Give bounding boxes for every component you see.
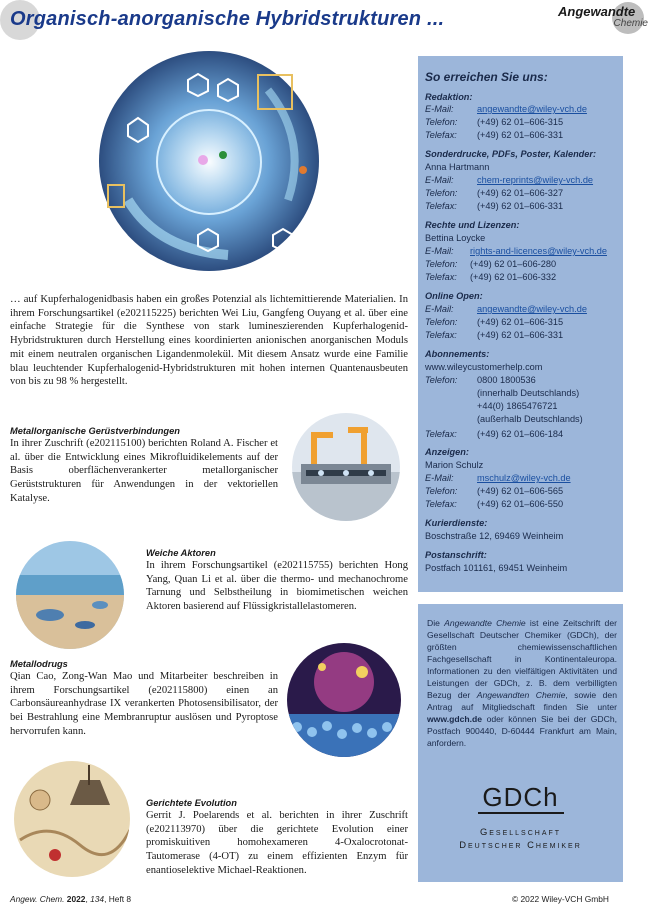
kurier-heading: Kurierdienste: [425,518,488,528]
post-heading: Postanschrift: [425,550,487,560]
abo-tel1-note: (innerhalb Deutschlands) [477,388,580,398]
sonder-name: Anna Hartmann [425,162,490,172]
anzeigen-email-row: E-Mail: mschulz@wiley-vch.de [425,473,571,483]
logo-line2: Chemie [613,18,648,29]
online-tel-row: Telefon: (+49) 62 01–606-315 [425,317,564,327]
abo-fax-row: Telefax: (+49) 62 01–606-184 [425,429,564,439]
redaktion-tel-row: Telefon: (+49) 62 01–606-315 [425,117,564,127]
image-photosensitizer-cells [282,642,406,758]
gdch-logo-rule [478,812,564,814]
redaktion-email-link[interactable]: angewandte@wiley-vch.de [477,104,587,114]
online-fax-row: Telefax: (+49) 62 01–606-331 [425,330,564,340]
rechte-email-link[interactable]: rights-and-licences@wiley-vch.de [470,246,607,256]
rechte-tel-row: Telefon: (+49) 62 01–606-280 [425,259,557,269]
rechte-email-row: E-Mail: rights-and-licences@wiley-vch.de [425,246,607,256]
abo-heading: Abonnements: [425,349,490,359]
abo-web[interactable]: www.wileycustomerhelp.com [425,362,543,372]
anzeigen-email-link[interactable]: mschulz@wiley-vch.de [477,473,571,483]
anzeigen-name: Marion Schulz [425,460,484,470]
page-title: Organisch-anorganische Hybridstrukturen ... [10,8,445,30]
sidebar-title: So erreichen Sie uns: [425,70,548,84]
gdch-description: Die Angewandte Chemie ist eine Zeitschrift der Gesellschaft Deutscher Chemiker (GDCh), der größten chemiewissenschaftlichen Fachgesellschaft in Kontinentaleuropa. Informationen zu den vielfältigen Aktivitäten und Leistungen der GDCh, z. B. dem verbilligten Bezug der Angewandten Chemie, sowie den Antrag auf Mitgliedschaft finden Sie unter www.gdch.de oder können Sie bei der GDCh, Postfach 900440, D-60444 Frankfurt am Main, anfordern. [427,618,617,748]
footer-copyright: © 2022 Wiley-VCH GmbH [512,894,609,904]
sonder-tel-row: Telefon: (+49) 62 01–606-327 [425,188,564,198]
anzeigen-tel-row: Telefon: (+49) 62 01–606-565 [425,486,564,496]
article-heading-evolution: Gerichtete Evolution [146,798,237,808]
online-email-link[interactable]: angewandte@wiley-vch.de [477,304,587,314]
gdch-url-link[interactable]: www.gdch.de [427,714,483,724]
article-text-mof: In ihrer Zuschrift (e202115100) berichten Roland A. Fischer et al. über die Entwicklung eines Mikrofluidikelements auf der Basis oberflächenverankerter metallorganischer Gerüststrukturen für Anwendungen in der vektoriellen Katalyse. [10,438,278,504]
sonder-email-link[interactable]: chem-reprints@wiley-vch.de [477,175,594,185]
sonder-heading: Sonderdrucke, PDFs, Poster, Kalender: [425,149,597,159]
article-heading-metallodrugs: Metallodrugs [10,659,68,669]
rechte-fax-row: Telefax: (+49) 62 01–606-332 [425,272,557,282]
gdch-logo-line1: Gesellschaft [479,826,562,837]
abo-tel2: +44(0) 1865476721 [477,401,558,411]
online-heading: Online Open: [425,291,483,301]
redaktion-email-row: E-Mail: angewandte@wiley-vch.de [425,104,587,114]
article-heading-mof: Metallorganische Gerüstverbindungen [10,426,180,436]
sonder-email-row: E-Mail: chem-reprints@wiley-vch.de [425,175,594,185]
redaktion-fax-row: Telefax: (+49) 62 01–606-331 [425,130,564,140]
article-heading-actuators: Weiche Aktoren [146,548,216,558]
contact-sidebar [418,56,623,592]
journal-logo [558,2,648,36]
abo-tel1-row: Telefon: 0800 1800536 [425,375,536,385]
image-directed-evolution-map [10,760,134,878]
article-text-metallodrugs: Qian Cao, Zong-Wan Mao und Mitarbeiter beschreiben in ihrem Forschungsartikel (e202115800) einen an Carbonsäureanhydrase IX verankerten Photosensibilisator, der bei Bestrahlung eine Membranruptur auslösen und Pyroptose hervorrufen kann. [10,671,278,737]
gdch-logo-line2: Deutscher Chemiker [459,839,582,850]
image-microfluidic-robots [286,412,406,522]
post-address: Postfach 101161, 69451 Weinheim [425,563,568,573]
intro-paragraph: … auf Kupferhalogenidbasis haben ein großes Potenzial als lichtemittierende Materialien. In ihrem Forschungsartikel (e202115225) berichten Wei Liu, Gangfeng Ouyang et al. über eine einfache Strategie für die Synthese von stark lumineszierenden Kupferhalogenid-Hybridstrukturen durch Herstellung eines koordinierten anionischen anorganischen Moduls mit einem neutralen organischen Ligandenmolekül. Mit diesem Ansatz wurde eine Familie blau leuchtender Kupferhalogenid-Hybridstrukturen mit hohen internen Quantenausbeuten von bis zu 98 % hergestellt. [10,294,408,388]
online-email-row: E-Mail: angewandte@wiley-vch.de [425,304,587,314]
gdch-logo: GDCh [482,782,559,812]
article-text-evolution: Gerrit J. Poelarends et al. berichten in ihrer Zuschrift (e202113970) über die gerichtete Evolution einer promiskuitiven homohexameren 4-Oxalocrotonat-Tautomerase (4-OT) zu einem effizienten Enzym für enantioselektive Michael-Reaktionen. [146,810,408,876]
sonder-fax-row: Telefax: (+49) 62 01–606-331 [425,201,564,211]
anzeigen-heading: Anzeigen: [425,447,469,457]
rechte-heading: Rechte und Lizenzen: [425,220,520,230]
article-text-actuators: In ihrem Forschungsartikel (e202115755) berichten Hong Yang, Quan Li et al. über die thermo- und mechanochrome Tarnung und Selbstheilung in biomimetischen weichen Aktoren basierend auf Flüssigkristallelastomeren. [146,560,408,613]
gdch-info-box [418,604,623,882]
anzeigen-fax-row: Telefax: (+49) 62 01–606-550 [425,499,564,509]
footer-citation: Angew. Chem. 2022, 134, Heft 8 [10,894,132,904]
logo-line1: Angewandte [558,4,636,19]
cover-image-hybrid-structures [98,50,320,272]
kurier-address: Boschstraße 12, 69469 Weinheim [425,531,564,541]
redaktion-heading: Redaktion: [425,92,473,102]
image-soft-actuators-beach [10,540,130,650]
abo-tel2-note: (außerhalb Deutschlands) [477,414,583,424]
rechte-name: Bettina Loycke [425,233,486,243]
